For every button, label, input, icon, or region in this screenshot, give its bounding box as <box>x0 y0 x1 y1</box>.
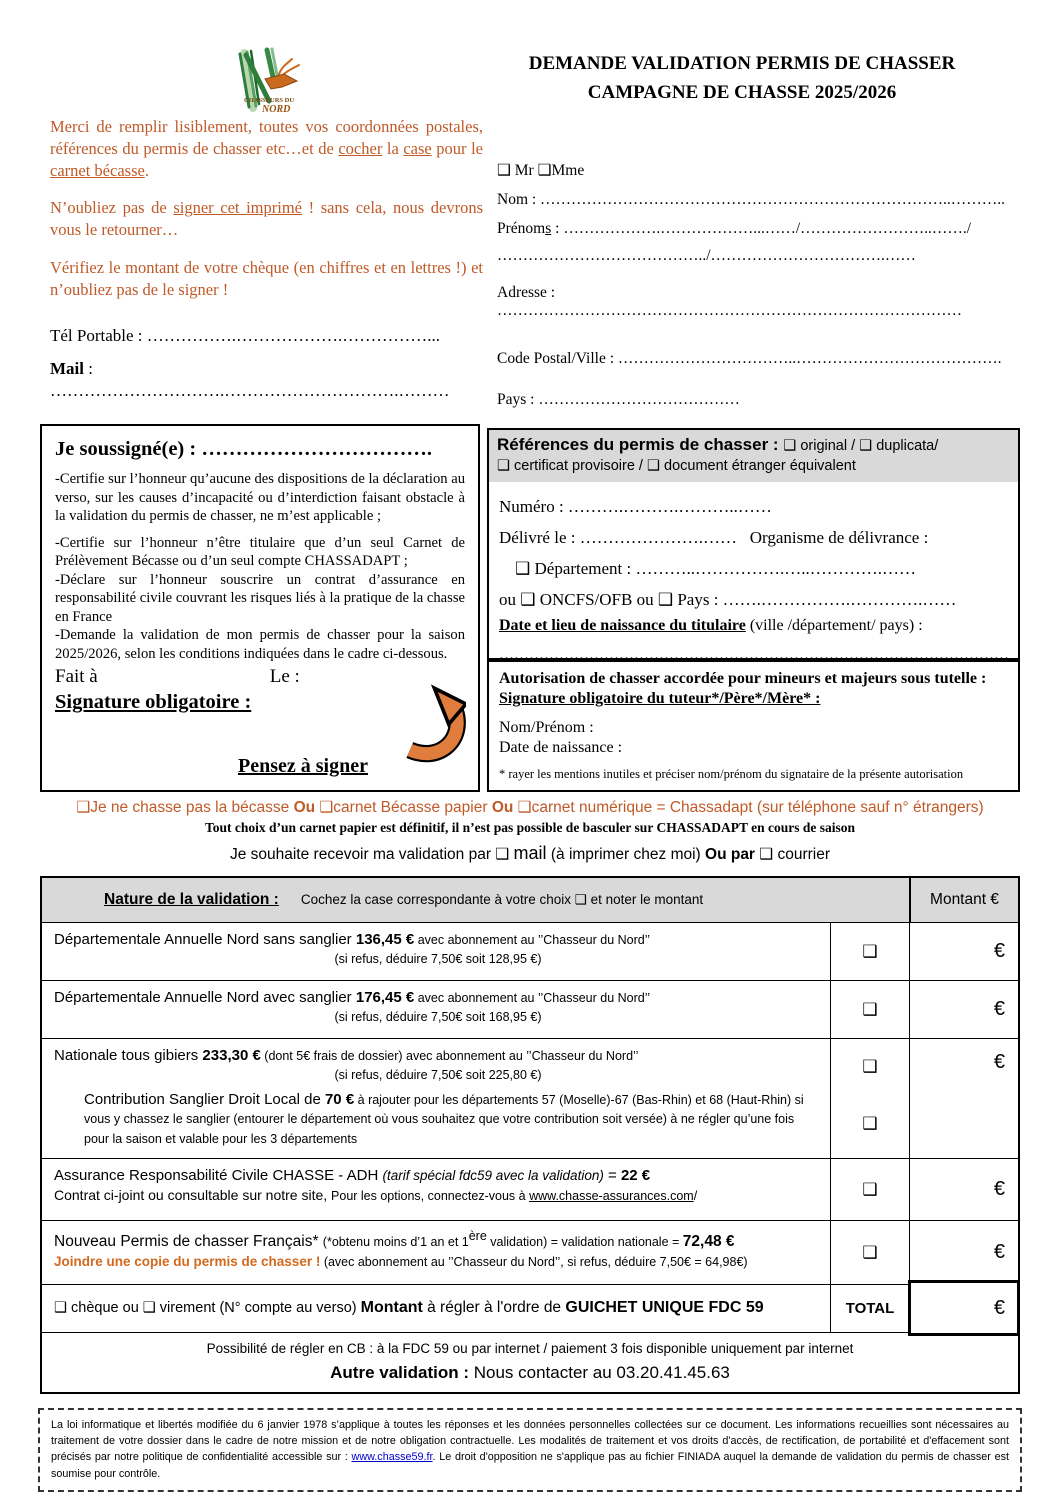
total-label: TOTAL <box>830 1285 909 1332</box>
declaration-heading: Je soussigné(e) : ……………………………. <box>55 438 432 460</box>
woodcock-options-line[interactable]: ❑Je ne chasse pas la bécasse Ou ❑carnet Bécasse papier Ou ❑carnet numérique = Chassadapt (sur téléphone sauf n° étrangers) <box>76 799 984 816</box>
table-row-departementale-avec-sanglier <box>42 980 1018 1038</box>
row-amount-cell[interactable]: € <box>909 923 1018 980</box>
row-amount-cell[interactable]: € <box>909 1221 1018 1284</box>
table-row-assurance <box>42 1158 1018 1220</box>
row-checkbox[interactable]: ❑ <box>830 1159 909 1220</box>
le-label[interactable]: Le : <box>269 666 300 688</box>
email-field[interactable]: Mail : ………………………….………………………….……… <box>50 358 450 401</box>
postalcode-city-field[interactable]: Code Postal/Ville : ……………………………..…………………………………. <box>497 349 1002 367</box>
row-checkbox[interactable]: ❑ <box>830 923 909 980</box>
declaration-clause-2: -Certifie sur l’honneur n’être titulaire que d’un seul Carnet de Prélèvement Bécasse ou d’un seul compte CHASSADAPT ; <box>55 534 465 570</box>
issue-line <box>499 528 1008 548</box>
total-amount-cell[interactable]: € <box>908 1280 1020 1336</box>
declaration-clause-4: -Demande la validation de mon permis de chasser pour la saison 2025/2026, selon les conditions indiquées dans le cadre ci-dessous. <box>55 627 465 662</box>
row-description: Nouveau Permis de chasser Français* (*obtenu moins d’1 an et 1ère validation) = validation nationale = 72,48 € Joindre une copie du permis de chasser ! (avec abonnement au ’’Chasseur du Nord’’, si refus, déduire 7,50€ = 64,98€) <box>54 1229 748 1270</box>
references-type-checkboxes-2[interactable]: ❑ certificat provisoire / ❑ document étranger équivalent <box>497 457 856 474</box>
contribution-checkbox[interactable]: ❑ <box>862 1114 878 1133</box>
logo-text-small: CHASSEURS DU <box>244 97 295 104</box>
oncfs-country-field[interactable]: ou ❑ ONCFS/OFB ou ❑ Pays : …….…………….………….…… <box>499 589 957 609</box>
payment-cb-note: Possibilité de régler en CB : à la FDC 59 ou par internet / paiement 3 fois disponible uniquement par internet <box>206 1341 854 1356</box>
birth-field[interactable]: ………………………………………………………………………………………… <box>499 646 1009 663</box>
table-header-row <box>42 878 1018 922</box>
table-header-left <box>42 878 909 922</box>
guardian-birthdate-field[interactable]: Date de naissance : <box>499 739 623 756</box>
table-row-nouveau-permis <box>42 1220 1018 1284</box>
chasse-assurances-link[interactable]: www.chasse-assurances.com <box>529 1188 694 1203</box>
nationale-checkbox[interactable]: ❑ <box>862 1057 878 1076</box>
row-amount-cell[interactable]: € <box>909 1039 1018 1158</box>
woodcock-warning-line: Tout choix d’un carnet papier est définitif, il n’est pas possible de basculer sur CHASSADAPT en cours de saison <box>205 820 855 835</box>
row-checkbox[interactable]: ❑ <box>830 981 909 1038</box>
issued-on-field[interactable]: Délivré le : ………………….…… <box>499 527 737 547</box>
row-description: Départementale Annuelle Nord sans sanglier 136,45 € avec abonnement au ’’Chasseur du Nord’’ (si refus, déduire 7,50€ soit 128,95 €) <box>54 931 651 966</box>
guardian-signature-label: Signature obligatoire du tuteur*/Père*/Mère* : <box>499 690 821 707</box>
lastname-field[interactable]: Nom : ……………………………………………………………………..……….. <box>497 190 1006 208</box>
legal-notice-box: La loi informatique et libertés modifiée du 6 janvier 1978 s’applique à toutes les réponses et les données personnelles collectées sur ce document. Les informations recueillies sont nécessaires au traitement de votre dossier dans le cadre de notre mission et de notre obligation contractuelle. Les modalités de traitement et vos droits d'accès, de rectification, de portabilité et d'effacement sont précisés par notre politique de confidentialité accessible sur : www.chasse59.fr. Le droit d'opposition ne s'applique pas au fichier FINIADA auquel la demande de validation du permis de chasser est soumise pour contrôle. <box>38 1408 1022 1492</box>
issuing-body-label: Organisme de délivrance : <box>749 527 929 547</box>
chasse59-link[interactable]: www.chasse59.fr <box>351 1451 433 1464</box>
page-title <box>468 50 1016 107</box>
references-title: Références du permis de chasser : <box>497 435 784 454</box>
row-amount-cell[interactable]: € <box>909 1159 1018 1220</box>
row-description: Nationale tous gibiers 233,30 € (dont 5€ frais de dossier) avec abonnement au ’’Chasseur du Nord’’ (si refus, déduire 7,50€ soit 225,80 €) Contribution Sanglier Droit Local de 70 € à rajouter pour les départements 57 (Moselle)-67 (Bas-Rhin) et 68 (Haut-Rhin) si vous y chassez le sanglier (entourer le département où vous souhaitez que votre contribution soit versée) à ne régler qu’une fois pour la saison et valable pour les 3 départements <box>42 1039 830 1158</box>
phone-field[interactable]: Tél Portable : …………….……………….……………... <box>50 325 441 345</box>
pensez-a-signer-label: Pensez à signer <box>238 755 368 777</box>
row-checkbox[interactable]: ❑ <box>830 1221 909 1284</box>
table-row-departementale-sans-sanglier <box>42 922 1018 980</box>
montant-column-header: Montant € <box>909 878 1018 922</box>
authorization-footnote: * rayer les mentions inutiles et préciser nom/prénom du signataire de la présente autorisation <box>499 767 964 781</box>
contribution-sanglier-block: Contribution Sanglier Droit Local de 70 € à rajouter pour les départements 57 (Moselle)-67 (Bas-Rhin) et 68 (Haut-Rhin) si vous y chassez le sanglier (entourer le département où vous souhaitez que votre contribution soit versée) à ne régler qu’une fois pour la saison et valable pour les 3 départements <box>84 1090 804 1146</box>
payment-method-line[interactable]: ❑ chèque ou ❑ virement (N° compte au verso) Montant à régler à l'ordre de GUICHET UNIQUE FDC 59 <box>54 1299 764 1317</box>
instruction-paragraph-1: Merci de remplir lisiblement, toutes vos coordonnées postales, références du permis de chasser etc…et de cocher la case pour le carnet bécasse. <box>50 117 483 181</box>
country-field[interactable]: Pays : ………………………………… <box>497 390 740 408</box>
title-line-2: CAMPAGNE DE CHASSE 2025/2026 <box>587 81 897 103</box>
instruction-paragraph-3: Vérifiez le montant de votre chèque (en chiffres et en lettres !) et n’oubliez pas de le signer ! <box>50 257 483 299</box>
logo-graphic <box>222 44 304 120</box>
instruction-paragraph-2: N’oubliez pas de signer cet imprimé ! sans cela, nous devrons vous le retourner… <box>50 198 483 240</box>
row-description: Départementale Annuelle Nord avec sanglier 176,45 € avec abonnement au ’’Chasseur du Nord’’ (si refus, déduire 7,50€ soit 168,95 €) <box>54 989 651 1024</box>
address-field[interactable]: Adresse : ……………………………………………………………………………… <box>497 284 962 320</box>
firstnames-field[interactable]: Prénoms : ……………….………………...……/……………………..……./ <box>497 219 972 237</box>
other-validation-note: Autre validation : Nous contacter au 03.20.41.45.63 <box>330 1363 730 1382</box>
table-footer <box>42 1332 1018 1392</box>
logo-text-nord: NORD <box>262 104 291 115</box>
signature-required-label: Signature obligatoire : <box>55 691 252 714</box>
row-checkboxes <box>830 1039 909 1158</box>
fait-a-label[interactable]: Fait à <box>55 666 98 688</box>
validation-table <box>40 876 1020 1394</box>
row-description: Assurance Responsabilité Civile CHASSE - ADH (tarif spécial fdc59 avec la validation) = 22 € Contrat ci-joint ou consultable sur notre site, Pour les options, connectez-vous à www.chasse-assurances.com/ <box>54 1167 698 1203</box>
minor-authorization-box <box>487 660 1020 792</box>
civility-checkboxes[interactable]: ❑ Mr ❑Mme <box>497 162 585 179</box>
permit-references-box <box>487 428 1020 663</box>
declaration-box <box>40 424 480 792</box>
table-row-nationale <box>42 1038 1018 1158</box>
firstnames-field-2[interactable]: …………………………………../…………………………….…… <box>497 247 916 265</box>
header-instruction: Cochez la case correspondante à votre choix ❑ et noter le montant <box>300 892 704 907</box>
row-amount-cell[interactable]: € <box>909 981 1018 1038</box>
nature-validation-label: Nature de la validation : <box>104 891 279 908</box>
table-row-total <box>42 1284 1018 1332</box>
title-line-1: DEMANDE VALIDATION PERMIS DE CHASSER <box>528 53 956 74</box>
permit-number-field[interactable]: Numéro : ……….……….………..…… <box>499 496 772 516</box>
declaration-clause-1: -Certifie sur l’honneur qu’aucune des dispositions de la déclaration au verso, sur les causes d’incapacité ou d’interdiction faisant obstacle à la validation du permis de chasser, ne m’est applicable ; <box>55 471 465 525</box>
permit-references-header <box>489 430 1018 482</box>
identity-form <box>497 162 1019 409</box>
department-checkbox-field[interactable]: ❑ Département : ………..…………….…..………….…… <box>515 558 917 578</box>
instructions-column <box>50 116 483 403</box>
permit-references-body <box>489 482 1018 668</box>
signature-arrow-icon <box>394 679 466 770</box>
delivery-choice-line[interactable]: Je souhaite recevoir ma validation par ❑ mail (à imprimer chez moi) Ou par ❑ courrier <box>229 843 831 863</box>
authorization-title: Autorisation de chasser accordée pour mineurs et majeurs sous tutelle : <box>499 670 987 687</box>
birth-line: Date et lieu de naissance du titulaire (ville /département/ pays) : <box>499 616 923 634</box>
chasseurs-du-nord-logo <box>222 44 304 125</box>
declaration-clause-3: -Déclare sur l’honneur souscrire un contrat d’assurance en responsabilité civile couvrant les risques liés à la pratique de la chasse en France <box>55 571 465 625</box>
deer-icon <box>265 74 297 89</box>
joindre-copie-warning: Joindre une copie du permis de chasser ! <box>54 1254 321 1270</box>
references-type-checkboxes-1[interactable]: ❑ original / ❑ duplicata/ <box>783 438 939 454</box>
guardian-name-field[interactable]: Nom/Prénom : <box>499 719 594 736</box>
